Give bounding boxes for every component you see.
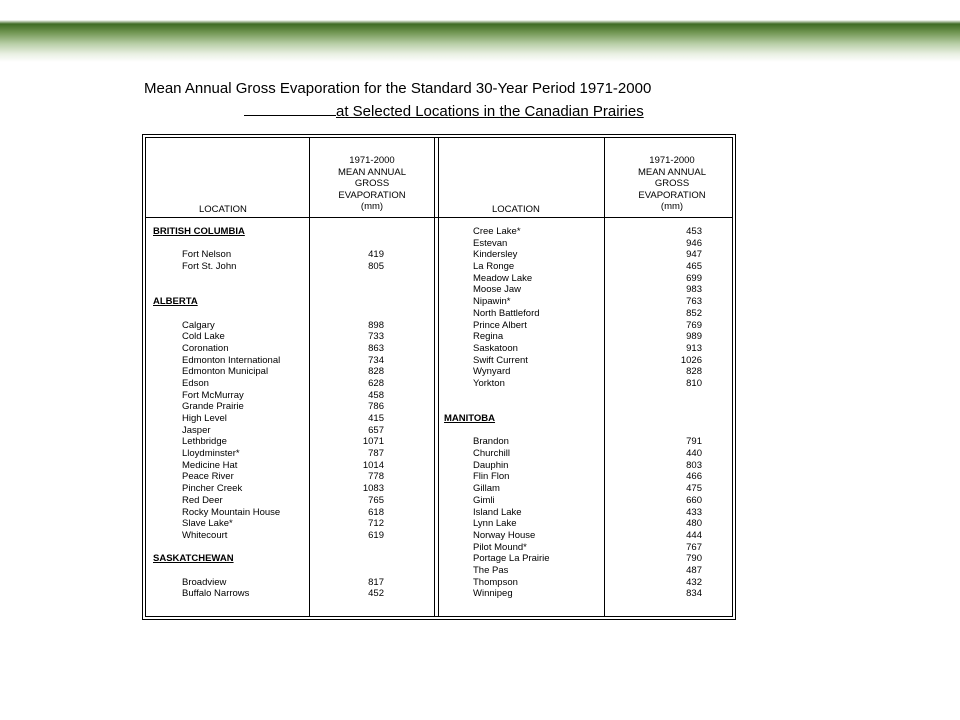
header-line: GROSS: [354, 178, 390, 189]
table-row: [438, 401, 734, 413]
location-name: High Level: [182, 413, 227, 424]
evaporation-value: 452: [368, 588, 384, 600]
table-row: [438, 436, 734, 448]
location-name: The Pas: [473, 564, 509, 576]
location-name: Fort St. John: [182, 261, 237, 273]
table-row: [438, 495, 734, 507]
right-data-rows: [438, 226, 734, 600]
location-name: Red Deer: [182, 494, 223, 506]
evaporation-value: 733: [368, 331, 384, 343]
header-line: 1971-2000: [349, 155, 395, 166]
evaporation-value: 734: [368, 354, 384, 366]
table-row: [438, 471, 734, 483]
right-location-header: LOCATION: [492, 204, 540, 215]
table-row: [146, 471, 438, 483]
location-name: Whitecourt: [182, 529, 228, 541]
location-name: Edmonton International: [182, 354, 281, 366]
table-row: [146, 588, 438, 600]
table-row: [146, 413, 438, 425]
evaporation-value: 805: [368, 261, 384, 273]
location-name: Moose Jaw: [473, 284, 522, 296]
table-row: [146, 507, 438, 519]
evaporation-value: 432: [686, 576, 702, 588]
location-name: Broadview: [182, 576, 227, 588]
right-value-header: [622, 155, 722, 213]
evaporation-value: 660: [686, 494, 702, 506]
table-row: [438, 448, 734, 460]
table-row: [146, 436, 438, 448]
location-name: Estevan: [473, 237, 508, 249]
location-name: Thompson: [473, 576, 518, 588]
evaporation-value: 628: [368, 377, 384, 389]
table-row: [438, 425, 734, 437]
page-subtitle: [244, 101, 644, 120]
page-subtitle-text: at Selected Locations in the Canadian Prairies: [336, 103, 644, 120]
evaporation-value: 487: [686, 564, 702, 576]
location-name: Fort Nelson: [182, 249, 232, 261]
location-name: Gillam: [473, 483, 500, 495]
location-name: Saskatoon: [473, 342, 518, 354]
table-row: [438, 296, 734, 308]
table-row: [146, 542, 438, 554]
location-name: Slave Lake*: [182, 518, 233, 530]
evaporation-value: 1014: [362, 459, 384, 471]
location-name: Fort McMurray: [182, 389, 244, 401]
table-row: [438, 343, 734, 355]
location-name: Prince Albert: [473, 319, 527, 331]
table-row: [438, 308, 734, 320]
table-row: [146, 448, 438, 460]
province-name: ALBERTA: [153, 296, 198, 308]
evaporation-value: 790: [686, 553, 702, 565]
location-name: Cree Lake*: [473, 226, 521, 237]
table-row: [146, 284, 438, 296]
evaporation-value: 440: [686, 448, 702, 460]
evaporation-value: 657: [368, 424, 384, 436]
evaporation-value: 786: [368, 401, 384, 413]
location-name: Lethbridge: [182, 436, 227, 448]
header-line: MEAN ANNUAL: [637, 166, 707, 178]
location-name: Pilot Mound*: [473, 541, 527, 553]
location-name: Nipawin*: [473, 296, 511, 308]
evaporation-value: 712: [368, 518, 384, 530]
table-row: [146, 320, 438, 332]
evaporation-value: 453: [686, 226, 702, 237]
table-row: [146, 273, 438, 285]
evaporation-value: 828: [686, 366, 702, 378]
evaporation-value: 458: [368, 389, 384, 401]
header-line: MEAN ANNUAL: [337, 166, 407, 178]
table-row: [146, 249, 438, 261]
table-row: [146, 460, 438, 472]
evaporation-value: 465: [686, 261, 702, 273]
location-name: Peace River: [182, 471, 234, 483]
location-name: Dauphin: [473, 459, 509, 471]
location-name: Medicine Hat: [182, 459, 238, 471]
table-row: [146, 495, 438, 507]
table-row: [146, 483, 438, 495]
table-row: [438, 273, 734, 285]
table-row: [438, 226, 734, 238]
table-row: [146, 577, 438, 589]
left-value-header: [322, 155, 422, 213]
evaporation-value: 913: [686, 342, 702, 354]
table-row: [438, 238, 734, 250]
header-line: EVAPORATION: [338, 189, 406, 201]
table-row: [438, 366, 734, 378]
evaporation-value: 778: [368, 471, 384, 483]
table-row: [438, 355, 734, 367]
table-row: [146, 366, 438, 378]
header-line: (mm): [360, 201, 384, 212]
evaporation-value: 475: [686, 483, 702, 495]
location-name: Churchill: [473, 448, 510, 460]
table-row: [438, 320, 734, 332]
location-name: Lloydminster*: [182, 448, 240, 460]
table-row: [146, 390, 438, 402]
table-row: [146, 308, 438, 320]
header-banner: [0, 0, 960, 62]
evaporation-value: 480: [686, 518, 702, 530]
table-row: [438, 553, 734, 565]
province-row: [146, 296, 438, 308]
evaporation-value: 769: [686, 319, 702, 331]
table-row: [438, 565, 734, 577]
page-title: Mean Annual Gross Evaporation for the Standard 30-Year Period 1971-2000: [144, 80, 652, 97]
table-row: [146, 261, 438, 273]
province-name: BRITISH COLUMBIA: [153, 226, 245, 237]
evaporation-value: 1071: [362, 436, 384, 448]
evaporation-value: 863: [368, 342, 384, 354]
location-name: Edson: [182, 377, 209, 389]
evaporation-value: 828: [368, 366, 384, 378]
location-name: Norway House: [473, 529, 536, 541]
location-name: Swift Current: [473, 354, 528, 366]
title-underline-rule: [244, 101, 336, 116]
province-name: SASKATCHEWAN: [153, 553, 234, 565]
table-row: [438, 249, 734, 261]
evaporation-value: 763: [686, 296, 702, 308]
table-row: [438, 530, 734, 542]
location-name: Brandon: [473, 436, 509, 448]
evaporation-value: 803: [686, 459, 702, 471]
evaporation-value: 946: [686, 237, 702, 249]
location-name: Grande Prairie: [182, 401, 244, 413]
location-name: North Battleford: [473, 307, 540, 319]
location-name: Meadow Lake: [473, 272, 533, 284]
location-name: Edmonton Municipal: [182, 366, 269, 378]
evaporation-value: 765: [368, 494, 384, 506]
table-row: [438, 460, 734, 472]
table-row: [438, 378, 734, 390]
header-line: EVAPORATION: [638, 189, 706, 201]
evaporation-value: 767: [686, 541, 702, 553]
header-line: 1971-2000: [649, 155, 695, 166]
table-row: [146, 331, 438, 343]
evaporation-table: [142, 134, 736, 620]
evaporation-value: 947: [686, 249, 702, 261]
location-name: Pincher Creek: [182, 483, 243, 495]
location-name: Kindersley: [473, 249, 518, 261]
location-name: Regina: [473, 331, 504, 343]
location-name: Cold Lake: [182, 331, 225, 343]
province-row: [146, 226, 438, 238]
table-row: [438, 483, 734, 495]
evaporation-value: 699: [686, 272, 702, 284]
table-row: [146, 378, 438, 390]
table-row: [146, 530, 438, 542]
table-row: [146, 401, 438, 413]
location-name: Coronation: [182, 342, 229, 354]
evaporation-value: 989: [686, 331, 702, 343]
evaporation-value: 433: [686, 506, 702, 518]
evaporation-value: 817: [368, 576, 384, 588]
location-name: Island Lake: [473, 506, 522, 518]
header-line: GROSS: [654, 178, 690, 189]
evaporation-value: 415: [368, 413, 384, 424]
evaporation-value: 618: [368, 506, 384, 518]
table-row: [146, 565, 438, 577]
table-row: [438, 390, 734, 402]
table-row: [438, 588, 734, 600]
province-name: MANITOBA: [444, 413, 496, 424]
location-name: Wynyard: [473, 366, 511, 378]
evaporation-value: 444: [686, 529, 702, 541]
evaporation-value: 1083: [362, 483, 384, 495]
evaporation-value: 466: [686, 471, 702, 483]
evaporation-value: 419: [368, 249, 384, 261]
left-location-header: LOCATION: [199, 204, 247, 215]
province-row: [146, 553, 438, 565]
table-row: [438, 518, 734, 530]
table-row: [146, 238, 438, 250]
location-name: Rocky Mountain House: [182, 506, 281, 518]
evaporation-value: 1026: [680, 354, 702, 366]
table-row: [438, 284, 734, 296]
location-name: Yorkton: [473, 377, 505, 389]
location-name: La Ronge: [473, 261, 515, 273]
evaporation-value: 619: [368, 529, 384, 541]
table-row: [438, 542, 734, 554]
header-divider: [146, 217, 732, 218]
location-name: Gimli: [473, 494, 495, 506]
location-name: Portage La Prairie: [473, 553, 550, 565]
evaporation-value: 898: [368, 319, 384, 331]
location-name: Lynn Lake: [473, 518, 517, 530]
evaporation-value: 852: [686, 307, 702, 319]
table-row: [438, 261, 734, 273]
evaporation-value: 810: [686, 377, 702, 389]
table-row: [146, 518, 438, 530]
evaporation-value: 791: [686, 436, 702, 448]
evaporation-value: 983: [686, 284, 702, 296]
table-row: [438, 577, 734, 589]
table-row: [146, 425, 438, 437]
table-row: [438, 507, 734, 519]
header-line: (mm): [660, 201, 684, 212]
left-data-rows: [146, 226, 438, 600]
location-name: Buffalo Narrows: [182, 588, 250, 600]
province-row: [438, 413, 734, 425]
location-name: Flin Flon: [473, 471, 510, 483]
table-row: [146, 355, 438, 367]
table-row: [146, 343, 438, 355]
evaporation-value: 834: [686, 588, 702, 600]
location-name: Jasper: [182, 424, 211, 436]
table-row: [438, 331, 734, 343]
evaporation-value: 787: [368, 448, 384, 460]
location-name: Winnipeg: [473, 588, 513, 600]
table-inner-border: [145, 137, 733, 617]
location-name: Calgary: [182, 319, 215, 331]
